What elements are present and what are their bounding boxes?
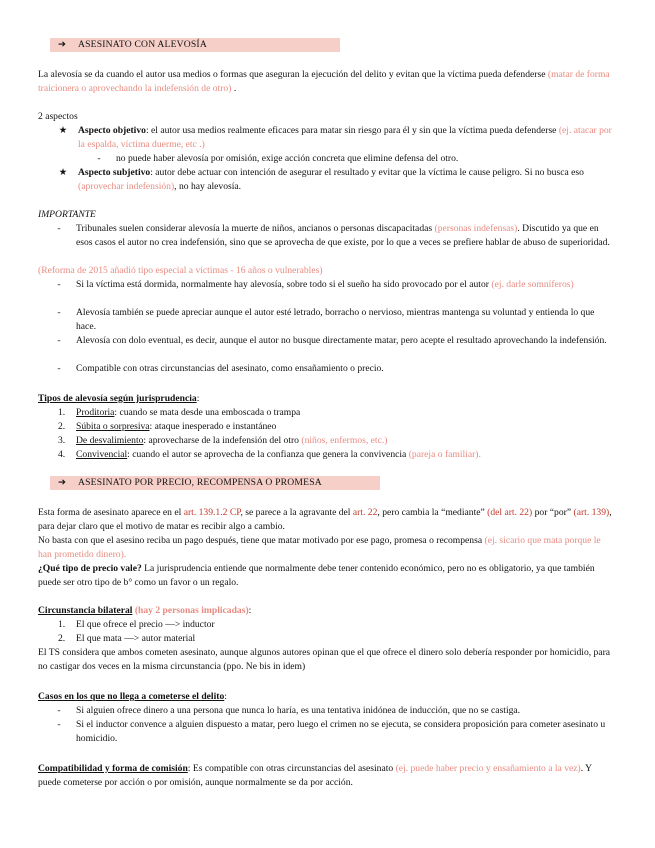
comp-end: . Y puede cometerse por acción o por omisión, aunque normalmente se da por acción. [38, 763, 592, 788]
tipo-name: Convivencial [76, 449, 128, 460]
intro-end: . [233, 82, 237, 94]
section-header-alevosia [50, 38, 340, 52]
subj-text: : autor debe actuar con intención de asegurar el resultado y evitar que la víctima le cause peligro. Si no busca eso [150, 167, 584, 178]
item-text: El que ofrece el precio —> inductor [76, 619, 215, 630]
p1-text: por “por” [534, 507, 572, 518]
comp-note: (ej. puede haber precio y ensañamiento a la vez) [395, 763, 581, 774]
subj-note: (aprovechar indefensión) [78, 180, 175, 192]
dash-bullet: - [57, 705, 61, 716]
obj-note: (ej. atacar por la espalda, víctima duerme, etc .) [78, 125, 612, 150]
star-bullet-icon: ★ [58, 125, 68, 136]
section-title: ASESINATO CON ALEVOSÍA [78, 39, 207, 50]
importante-item-2 [76, 278, 616, 292]
imp2-note: (ej. darle somníferos) [491, 279, 574, 290]
precio-paragraph-3 [38, 562, 616, 589]
p2-text: No basta con que el asesino reciba un pago después, tiene que matar motivado por ese pago, promesa o recompensa [38, 535, 483, 546]
tipos-colon: : [196, 393, 200, 404]
tipo-note: (niños, enfermos, etc.) [301, 435, 388, 446]
p1-article: (del art. 22) [487, 507, 533, 518]
obj-text: : el autor usa medios realmente eficaces para matar sin riesgo para él y sin que la víctima pueda defenderse [145, 125, 557, 136]
casos-item-1: Si alguien ofrece dinero a una persona que nunca lo haría, es una tentativa inidónea de inducción, que no se castiga. [76, 705, 521, 716]
item-number: 2. [58, 633, 66, 644]
comp-text: : Es compatible con otras circunstancias del asesinato [187, 763, 394, 774]
imp2-text: Si la víctima está dormida, normalmente hay alevosía, sobre todo si el sueño ha sido provocado por el autor [76, 279, 489, 290]
imp1-text: Tribunales suelen considerar alevosía la muerte de niños, ancianos o personas discapacitadas [76, 223, 433, 234]
precio-paragraph-2 [38, 534, 616, 561]
imp1-note: (personas indefensas) [434, 223, 518, 234]
p1-article: art. 22 [352, 507, 378, 518]
item-text [76, 420, 276, 434]
tipo-desc: : cuando el autor se aprovecha de la confianza que genera la convivencia [127, 449, 407, 460]
tipo-name: Proditoria [76, 407, 115, 418]
precio-paragraph-1 [38, 506, 616, 533]
section-header-precio [50, 476, 380, 490]
bilateral-label: Circunstancia bilateral [38, 605, 133, 616]
casos-label: Casos en los que no llega a cometerse el delito [38, 691, 225, 702]
importante-item-4: Alevosía con dolo eventual, es decir, aunque el autor no busque directamente matar, pero acepte el resultado aprovechando la indefensión. [76, 335, 607, 346]
comp-label: Compatibilidad y forma de comisión [38, 763, 188, 774]
intro-paragraph [38, 68, 616, 95]
p1-text: Esta forma de asesinato aparece en el [38, 507, 182, 518]
item-number: 1. [58, 407, 66, 418]
arrow-right-icon: ➔ [58, 39, 67, 50]
dash-bullet: - [57, 223, 61, 234]
bilateral-colon: : [248, 605, 252, 616]
list-item [58, 406, 618, 420]
p2-note: (ej. sicario que mata porque le han prometido dinero). [38, 535, 601, 560]
list-item [58, 618, 618, 632]
p1-text: , para dejar claro que el motivo de matar es recibir algo a cambio. [38, 507, 612, 532]
dash-bullet: - [97, 153, 101, 164]
item-text [76, 406, 300, 420]
bilateral-heading [38, 604, 616, 618]
obj-subpoint: no puede haber alevosía por omisión, exige acción concreta que elimine defensa del otro. [116, 153, 459, 164]
dash-bullet: - [57, 279, 61, 290]
aspecto-subjetivo [78, 166, 616, 193]
imp1-end: . Discutido ya que en esos casos el autor no crea indefensión, sino que se aprovecha de que existe, por lo que a veces se prefiere hablar de abuso de superioridad. [76, 223, 610, 248]
tipo-desc: : aprovecharse de la indefensión del otro [143, 435, 299, 446]
importante-item-1 [76, 222, 616, 249]
importante-label: IMPORTANTE [38, 209, 96, 220]
ts-paragraph: El TS considera que ambos cometen asesinato, aunque algunos autores opinan que el que ofrece el dinero solo debería responder por homicidio, para no castigar dos veces en la misma circunstancia (ppo. Ne bis in idem) [38, 647, 611, 672]
list-item [58, 420, 618, 434]
list-item [58, 632, 618, 646]
item-text [76, 434, 387, 448]
tipo-name: Súbita o sorpresiva [76, 421, 150, 432]
subj-end: , no hay alevosía. [174, 180, 242, 192]
importante-item-5: Compatible con otras circunstancias del asesinato, como ensañamiento o precio. [76, 363, 384, 374]
casos-item-2: Si el inductor convence a alguien dispuesto a matar, pero luego el crimen no se ejecuta, se considera proposición para cometer asesinato u homicidio. [76, 719, 606, 744]
p1-article: art. 139.1.2 CP [183, 507, 241, 518]
casos-heading [38, 690, 616, 704]
arrow-right-icon: ➔ [58, 477, 67, 488]
item-text [76, 448, 481, 462]
p3-label: ¿Qué tipo de precio vale? [38, 563, 142, 574]
item-number: 1. [58, 619, 66, 630]
obj-label: Aspecto objetivo [78, 125, 146, 136]
item-number: 2. [58, 421, 66, 432]
item-number: 3. [58, 435, 66, 446]
tipo-note: (pareja o familiar). [408, 449, 481, 460]
item-number: 4. [58, 449, 66, 460]
intro-note: (matar de forma traicionera o aprovechando la indefensión de otro) [38, 69, 610, 94]
dash-bullet: - [57, 307, 61, 318]
aspectos-label: 2 aspectos [38, 111, 78, 122]
intro-text: La alevosía se da cuando el autor usa medios o formas que aseguran la ejecución del delito y evitan que la víctima pueda defenderse [38, 69, 546, 80]
tipo-desc: : cuando se mata desde una emboscada o trampa [114, 407, 301, 418]
section-title: ASESINATO POR PRECIO, RECOMPENSA O PROMESA [78, 477, 322, 488]
p1-text: , se parece a la agravante del [240, 507, 351, 518]
bilateral-note: (hay 2 personas implicadas) [134, 605, 249, 616]
compatibilidad-paragraph [38, 762, 616, 789]
dash-bullet: - [57, 335, 61, 346]
bilateral-list [58, 618, 618, 646]
casos-colon: : [224, 691, 227, 702]
tipo-desc: : ataque inesperado e instantáneo [149, 421, 277, 432]
tipos-title: Tipos de alevosía según jurisprudencia [38, 393, 197, 404]
p1-article: (art. 139) [573, 507, 610, 518]
importante-item-3: Alevosía también se puede apreciar aunque el autor esté letrado, borracho o nervioso, mientras mantenga su voluntad y entienda lo que hace. [76, 307, 595, 332]
tipo-name: De desvalimiento [76, 435, 144, 446]
list-item [58, 448, 618, 462]
p3-text: La jurisprudencia entiende que normalmente debe tener contenido económico, pero no es obligatorio, ya que también puede ser otro tipo de b° como un favor o un regalo. [38, 563, 595, 588]
tipos-heading [38, 392, 616, 406]
subj-label: Aspecto subjetivo [78, 167, 151, 178]
list-item [58, 434, 618, 448]
item-text: El que mata —> autor material [76, 633, 196, 644]
dash-bullet: - [57, 719, 61, 730]
aspecto-objetivo [78, 124, 616, 151]
dash-bullet: - [57, 363, 61, 374]
p1-text: , pero cambia la “mediante” [377, 507, 485, 518]
reforma-note: (Reforma de 2015 añadió tipo especial a víctimas - 16 años o vulnerables) [38, 265, 323, 276]
tipos-list [58, 406, 618, 462]
star-bullet-icon: ★ [58, 167, 68, 178]
